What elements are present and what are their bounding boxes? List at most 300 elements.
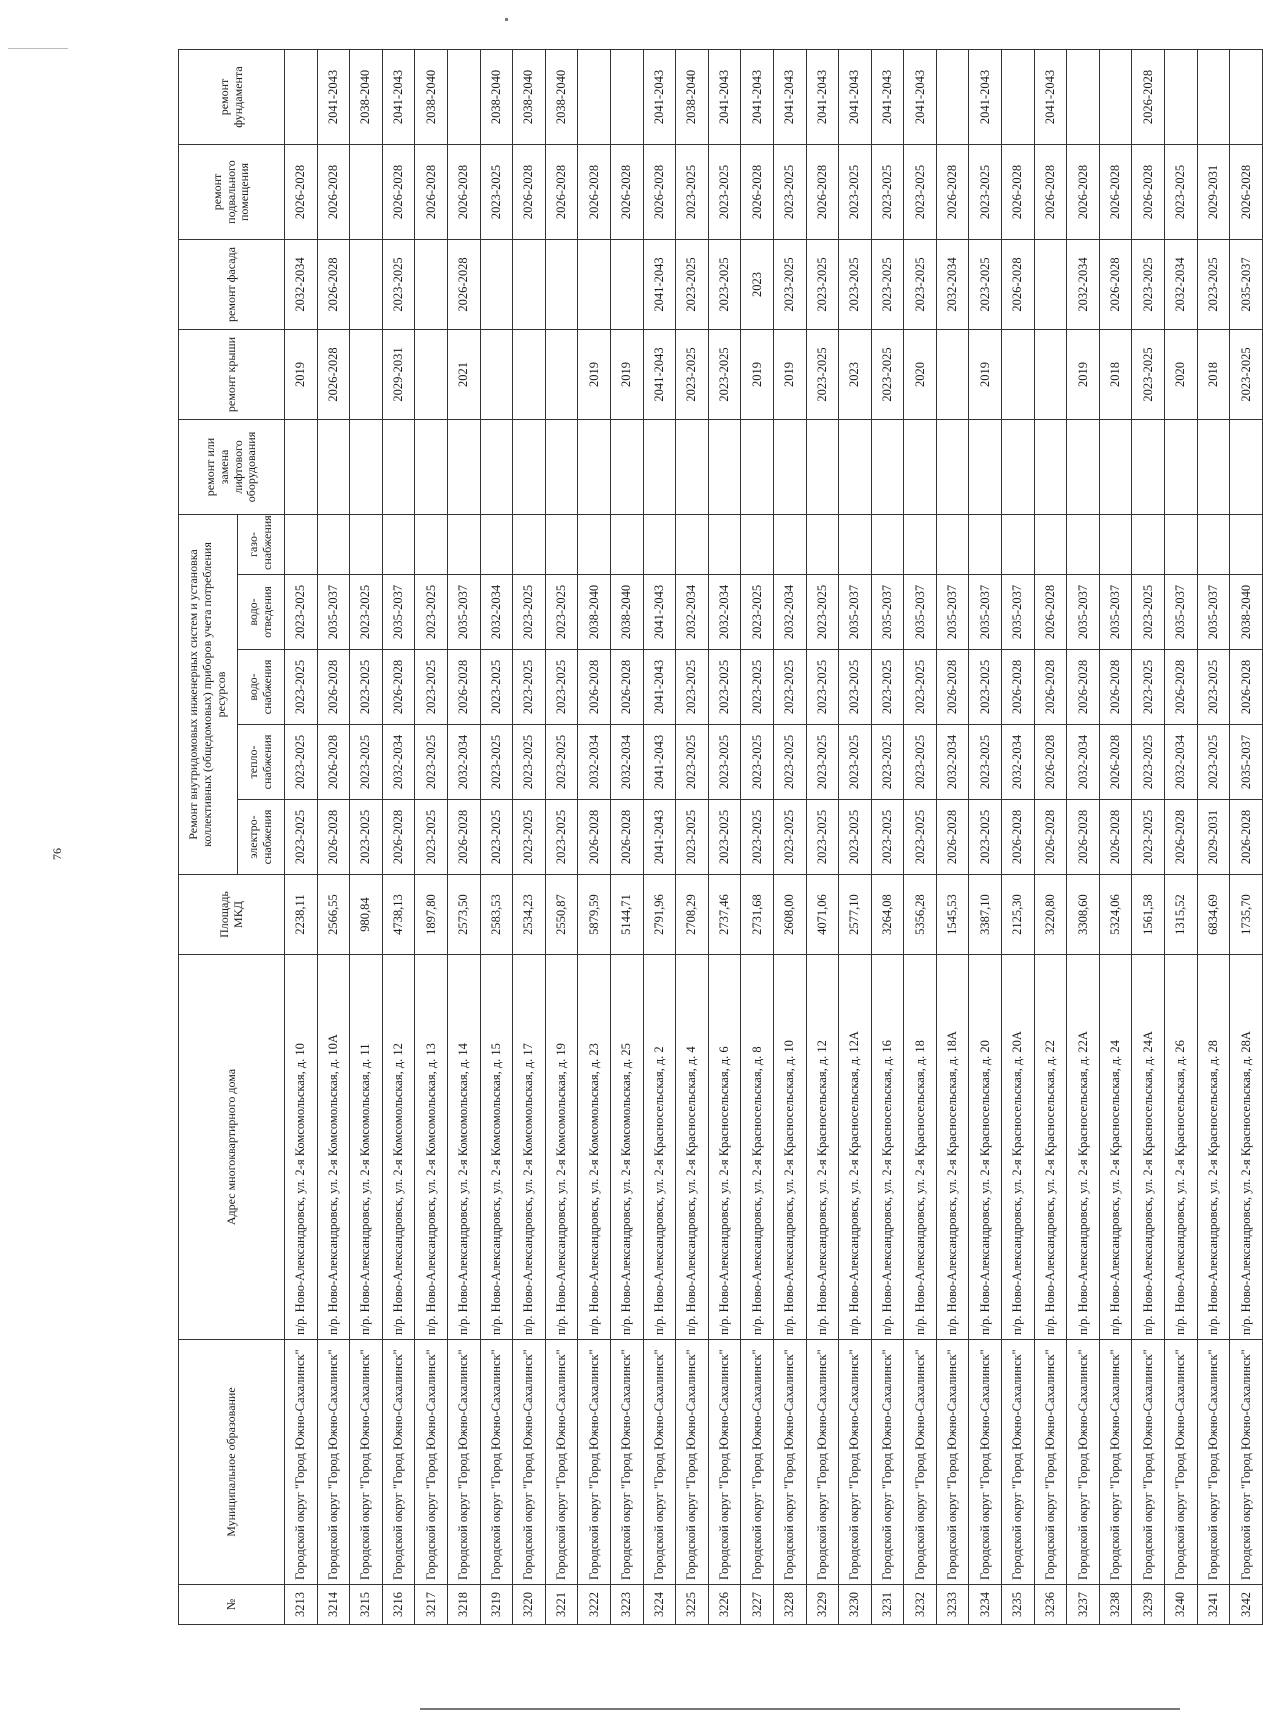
facade-cell: 2026-2028 (1099, 240, 1132, 330)
water-disposal-cell: 2041-2043 (643, 575, 676, 650)
facade-cell: 2023-2025 (708, 240, 741, 330)
facade-cell (1034, 240, 1067, 330)
row-number: 3227 (741, 1585, 774, 1625)
header-elevator: ремонт или замена лифтового оборудования (179, 420, 285, 515)
municipality-cell: Городской округ "Город Южно-Сахалинск" (415, 1340, 448, 1585)
area-cell: 3308,60 (1067, 875, 1100, 955)
water-disposal-cell: 2035-2037 (839, 575, 872, 650)
table-row (415, 50, 448, 1625)
electricity-cell: 2026-2028 (447, 800, 480, 875)
header-basement: ремонт подвального помещения (179, 145, 285, 240)
table-row (904, 50, 937, 1625)
heat-cell: 2023-2025 (969, 725, 1002, 800)
header-foundation: ремонт фундамента (179, 50, 285, 145)
scan-mark-left (8, 48, 68, 49)
area-cell: 2577,10 (839, 875, 872, 955)
row-number: 3233 (936, 1585, 969, 1625)
table-row (1230, 50, 1263, 1625)
heat-cell: 2023-2025 (480, 725, 513, 800)
address-cell: п/р. Ново-Александровск, ул. 2-я Красносельская, д. 22А (1067, 955, 1100, 1340)
foundation-cell: 2038-2040 (415, 50, 448, 145)
table-row (447, 50, 480, 1625)
area-cell: 5356,28 (904, 875, 937, 955)
elevator-cell (545, 420, 578, 515)
electricity-cell: 2029-2031 (1197, 800, 1230, 875)
roof-cell: 2023-2025 (1230, 330, 1263, 420)
address-cell: п/р. Ново-Александровск, ул. 2-я Красносельская, д. 2 (643, 955, 676, 1340)
water-supply-cell: 2026-2028 (578, 650, 611, 725)
foundation-cell: 2038-2040 (480, 50, 513, 145)
electricity-cell: 2026-2028 (1165, 800, 1198, 875)
heat-cell: 2023-2025 (871, 725, 904, 800)
roof-cell: 2023-2025 (1132, 330, 1165, 420)
municipality-cell: Городской округ "Город Южно-Сахалинск" (643, 1340, 676, 1585)
facade-cell: 2026-2028 (1002, 240, 1035, 330)
gas-cell (545, 515, 578, 575)
heat-cell: 2023-2025 (1197, 725, 1230, 800)
water-disposal-cell: 2038-2040 (610, 575, 643, 650)
table-row (1132, 50, 1165, 1625)
address-cell: п/р. Ново-Александровск, ул. 2-я Красносельская, д. 20А (1002, 955, 1035, 1340)
roof-cell: 2019 (969, 330, 1002, 420)
elevator-cell (1067, 420, 1100, 515)
heat-cell: 2023-2025 (676, 725, 709, 800)
row-number: 3218 (447, 1585, 480, 1625)
municipality-cell: Городской округ "Город Южно-Сахалинск" (382, 1340, 415, 1585)
address-cell: п/р. Ново-Александровск, ул. 2-я Красносельская, д. 20 (969, 955, 1002, 1340)
water-supply-cell: 2026-2028 (1165, 650, 1198, 725)
roof-cell: 2020 (1165, 330, 1198, 420)
gas-cell (513, 515, 546, 575)
water-supply-cell: 2026-2028 (1230, 650, 1263, 725)
electricity-cell: 2026-2028 (936, 800, 969, 875)
roof-cell: 2023-2025 (676, 330, 709, 420)
water-supply-cell: 2023-2025 (741, 650, 774, 725)
water-supply-cell: 2023-2025 (806, 650, 839, 725)
water-disposal-cell: 2032-2034 (676, 575, 709, 650)
basement-cell: 2023-2025 (904, 145, 937, 240)
row-number: 3239 (1132, 1585, 1165, 1625)
gas-cell (643, 515, 676, 575)
row-number: 3223 (610, 1585, 643, 1625)
roof-cell (545, 330, 578, 420)
water-disposal-cell: 2023-2025 (545, 575, 578, 650)
water-disposal-cell: 2035-2037 (1197, 575, 1230, 650)
row-number: 3221 (545, 1585, 578, 1625)
table-header (179, 50, 285, 1625)
area-cell: 980,84 (350, 875, 383, 955)
elevator-cell (643, 420, 676, 515)
gas-cell (1165, 515, 1198, 575)
roof-cell: 2020 (904, 330, 937, 420)
facade-cell (415, 240, 448, 330)
heat-cell: 2026-2028 (1034, 725, 1067, 800)
water-disposal-cell: 2026-2028 (1034, 575, 1067, 650)
address-cell: п/р. Ново-Александровск, ул. 2-я Комсомольская, д. 14 (447, 955, 480, 1340)
gas-cell (936, 515, 969, 575)
row-number: 3216 (382, 1585, 415, 1625)
elevator-cell (904, 420, 937, 515)
foundation-cell (610, 50, 643, 145)
facade-cell: 2041-2043 (643, 240, 676, 330)
facade-cell (513, 240, 546, 330)
municipality-cell: Городской округ "Город Южно-Сахалинск" (513, 1340, 546, 1585)
electricity-cell: 2026-2028 (382, 800, 415, 875)
basement-cell: 2029-2031 (1197, 145, 1230, 240)
water-supply-cell: 2023-2025 (904, 650, 937, 725)
address-cell: п/р. Ново-Александровск, ул. 2-я Красносельская, д. 4 (676, 955, 709, 1340)
electricity-cell: 2023-2025 (871, 800, 904, 875)
heat-cell: 2032-2034 (1165, 725, 1198, 800)
address-cell: п/р. Ново-Александровск, ул. 2-я Красносельская, д. 22 (1034, 955, 1067, 1340)
electricity-cell: 2023-2025 (773, 800, 806, 875)
gas-cell (1067, 515, 1100, 575)
table-row (708, 50, 741, 1625)
row-number: 3214 (317, 1585, 350, 1625)
elevator-cell (839, 420, 872, 515)
table-row (1002, 50, 1035, 1625)
facade-cell: 2032-2034 (1165, 240, 1198, 330)
heat-cell: 2023-2025 (806, 725, 839, 800)
facade-cell: 2023-2025 (1132, 240, 1165, 330)
area-cell: 2731,68 (741, 875, 774, 955)
foundation-cell (1165, 50, 1198, 145)
area-cell: 3387,10 (969, 875, 1002, 955)
foundation-cell: 2026-2028 (1132, 50, 1165, 145)
basement-cell: 2026-2028 (1067, 145, 1100, 240)
row-number: 3230 (839, 1585, 872, 1625)
foundation-cell: 2041-2043 (904, 50, 937, 145)
water-disposal-cell: 2038-2040 (1230, 575, 1263, 650)
gas-cell (904, 515, 937, 575)
heat-cell: 2032-2034 (578, 725, 611, 800)
roof-cell: 2019 (1067, 330, 1100, 420)
roof-cell: 2018 (1099, 330, 1132, 420)
water-supply-cell: 2026-2028 (936, 650, 969, 725)
water-supply-cell: 2023-2025 (773, 650, 806, 725)
header-area: Площадь МКД (179, 875, 285, 955)
foundation-cell: 2038-2040 (676, 50, 709, 145)
municipality-cell: Городской округ "Город Южно-Сахалинск" (1099, 1340, 1132, 1585)
gas-cell (578, 515, 611, 575)
address-cell: п/р. Ново-Александровск, ул. 2-я Комсомольская, д. 13 (415, 955, 448, 1340)
table-row (513, 50, 546, 1625)
water-supply-cell: 2023-2025 (285, 650, 318, 725)
municipality-cell: Городской округ "Город Южно-Сахалинск" (708, 1340, 741, 1585)
area-cell: 4738,13 (382, 875, 415, 955)
water-supply-cell: 2026-2028 (317, 650, 350, 725)
basement-cell: 2026-2028 (447, 145, 480, 240)
row-number: 3232 (904, 1585, 937, 1625)
table-row (773, 50, 806, 1625)
address-cell: п/р. Ново-Александровск, ул. 2-я Красносельская, д. 18А (936, 955, 969, 1340)
header-heat: тепло-снабжения (238, 725, 285, 800)
water-disposal-cell: 2032-2034 (708, 575, 741, 650)
address-cell: п/р. Ново-Александровск, ул. 2-я Красносельская, д. 28 (1197, 955, 1230, 1340)
address-cell: п/р. Ново-Александровск, ул. 2-я Красносельская, д. 18 (904, 955, 937, 1340)
electricity-cell: 2023-2025 (708, 800, 741, 875)
water-supply-cell: 2023-2025 (1197, 650, 1230, 725)
row-number: 3225 (676, 1585, 709, 1625)
basement-cell: 2026-2028 (415, 145, 448, 240)
basement-cell: 2026-2028 (285, 145, 318, 240)
gas-cell (676, 515, 709, 575)
water-disposal-cell: 2035-2037 (936, 575, 969, 650)
water-supply-cell: 2026-2028 (1002, 650, 1035, 725)
foundation-cell: 2038-2040 (545, 50, 578, 145)
gas-cell (806, 515, 839, 575)
water-supply-cell: 2023-2025 (1132, 650, 1165, 725)
elevator-cell (1099, 420, 1132, 515)
header-address: Адрес многоквартирного дома (179, 955, 285, 1340)
address-cell: п/р. Ново-Александровск, ул. 2-я Комсомольская, д. 15 (480, 955, 513, 1340)
row-number: 3228 (773, 1585, 806, 1625)
heat-cell: 2032-2034 (1002, 725, 1035, 800)
row-number: 3220 (513, 1585, 546, 1625)
electricity-cell: 2023-2025 (904, 800, 937, 875)
municipality-cell: Городской округ "Город Южно-Сахалинск" (480, 1340, 513, 1585)
electricity-cell: 2026-2028 (1034, 800, 1067, 875)
gas-cell (871, 515, 904, 575)
roof-cell: 2029-2031 (382, 330, 415, 420)
area-cell: 6834,69 (1197, 875, 1230, 955)
table-row (382, 50, 415, 1625)
electricity-cell: 2026-2028 (1230, 800, 1263, 875)
electricity-cell: 2026-2028 (1099, 800, 1132, 875)
roof-cell (1034, 330, 1067, 420)
gas-cell (415, 515, 448, 575)
water-supply-cell: 2026-2028 (382, 650, 415, 725)
area-cell: 4071,06 (806, 875, 839, 955)
municipality-cell: Городской округ "Город Южно-Сахалинск" (676, 1340, 709, 1585)
elevator-cell (676, 420, 709, 515)
area-cell: 2550,87 (545, 875, 578, 955)
table-row (545, 50, 578, 1625)
facade-cell: 2023-2025 (871, 240, 904, 330)
water-supply-cell: 2023-2025 (676, 650, 709, 725)
electricity-cell: 2023-2025 (676, 800, 709, 875)
area-cell: 1315,52 (1165, 875, 1198, 955)
foundation-cell (936, 50, 969, 145)
elevator-cell (1132, 420, 1165, 515)
gas-cell (1002, 515, 1035, 575)
basement-cell: 2023-2025 (676, 145, 709, 240)
water-disposal-cell: 2032-2034 (480, 575, 513, 650)
water-disposal-cell: 2023-2025 (1132, 575, 1165, 650)
foundation-cell (447, 50, 480, 145)
municipality-cell: Городской округ "Город Южно-Сахалинск" (1197, 1340, 1230, 1585)
elevator-cell (317, 420, 350, 515)
row-number: 3229 (806, 1585, 839, 1625)
water-disposal-cell: 2035-2037 (1067, 575, 1100, 650)
roof-cell (350, 330, 383, 420)
basement-cell: 2026-2028 (1099, 145, 1132, 240)
table-row (480, 50, 513, 1625)
water-disposal-cell: 2035-2037 (1165, 575, 1198, 650)
row-number: 3217 (415, 1585, 448, 1625)
table-body (285, 50, 1263, 1625)
elevator-cell (1197, 420, 1230, 515)
basement-cell: 2026-2028 (806, 145, 839, 240)
address-cell: п/р. Ново-Александровск, ул. 2-я Комсомольская, д. 25 (610, 955, 643, 1340)
heat-cell: 2032-2034 (936, 725, 969, 800)
basement-cell: 2026-2028 (578, 145, 611, 240)
header-roof: ремонт крыши (179, 330, 285, 420)
municipality-cell: Городской округ "Город Южно-Сахалинск" (839, 1340, 872, 1585)
facade-cell: 2026-2028 (317, 240, 350, 330)
municipality-cell: Городской округ "Город Южно-Сахалинск" (610, 1340, 643, 1585)
water-disposal-cell: 2023-2025 (415, 575, 448, 650)
basement-cell: 2023-2025 (1165, 145, 1198, 240)
elevator-cell (382, 420, 415, 515)
row-number: 3237 (1067, 1585, 1100, 1625)
municipality-cell: Городской округ "Город Южно-Сахалинск" (806, 1340, 839, 1585)
water-supply-cell: 2023-2025 (871, 650, 904, 725)
municipality-cell: Городской округ "Город Южно-Сахалинск" (1230, 1340, 1263, 1585)
roof-cell (415, 330, 448, 420)
roof-cell (480, 330, 513, 420)
address-cell: п/р. Ново-Александровск, ул. 2-я Комсомольская, д. 23 (578, 955, 611, 1340)
basement-cell: 2026-2028 (1034, 145, 1067, 240)
municipality-cell: Городской округ "Город Южно-Сахалинск" (936, 1340, 969, 1585)
row-number: 3224 (643, 1585, 676, 1625)
municipality-cell: Городской округ "Город Южно-Сахалинск" (969, 1340, 1002, 1585)
gas-cell (610, 515, 643, 575)
municipality-cell: Городской округ "Город Южно-Сахалинск" (871, 1340, 904, 1585)
address-cell: п/р. Ново-Александровск, ул. 2-я Красносельская, д. 26 (1165, 955, 1198, 1340)
electricity-cell: 2023-2025 (839, 800, 872, 875)
water-disposal-cell: 2035-2037 (447, 575, 480, 650)
electricity-cell: 2023-2025 (969, 800, 1002, 875)
basement-cell (350, 145, 383, 240)
water-disposal-cell: 2023-2025 (350, 575, 383, 650)
header-municipality: Муниципальное образование (179, 1340, 285, 1585)
facade-cell (578, 240, 611, 330)
facade-cell: 2032-2034 (285, 240, 318, 330)
electricity-cell: 2023-2025 (1132, 800, 1165, 875)
row-number: 3213 (285, 1585, 318, 1625)
foundation-cell: 2041-2043 (871, 50, 904, 145)
area-cell: 5144,71 (610, 875, 643, 955)
gas-cell (447, 515, 480, 575)
area-cell: 2737,46 (708, 875, 741, 955)
heat-cell: 2032-2034 (1067, 725, 1100, 800)
water-supply-cell: 2023-2025 (350, 650, 383, 725)
elevator-cell (285, 420, 318, 515)
header-gas: газо-снабжения (238, 515, 285, 575)
water-disposal-cell: 2023-2025 (285, 575, 318, 650)
basement-cell: 2023-2025 (871, 145, 904, 240)
basement-cell: 2026-2028 (1132, 145, 1165, 240)
address-cell: п/р. Ново-Александровск, ул. 2-я Красносельская, д. 24 (1099, 955, 1132, 1340)
elevator-cell (513, 420, 546, 515)
area-cell: 2708,29 (676, 875, 709, 955)
elevator-cell (610, 420, 643, 515)
table-row (676, 50, 709, 1625)
electricity-cell: 2026-2028 (578, 800, 611, 875)
row-number: 3242 (1230, 1585, 1263, 1625)
water-disposal-cell: 2023-2025 (513, 575, 546, 650)
header-facade: ремонт фасада (179, 240, 285, 330)
address-cell: п/р. Ново-Александровск, ул. 2-я Красносельская, д. 8 (741, 955, 774, 1340)
heat-cell: 2041-2043 (643, 725, 676, 800)
elevator-cell (741, 420, 774, 515)
row-number: 3241 (1197, 1585, 1230, 1625)
elevator-cell (708, 420, 741, 515)
basement-cell: 2023-2025 (839, 145, 872, 240)
municipality-cell: Городской округ "Город Южно-Сахалинск" (741, 1340, 774, 1585)
heat-cell: 2032-2034 (447, 725, 480, 800)
address-cell: п/р. Ново-Александровск, ул. 2-я Комсомольская, д. 17 (513, 955, 546, 1340)
heat-cell: 2023-2025 (415, 725, 448, 800)
roof-cell: 2023-2025 (871, 330, 904, 420)
heat-cell: 2032-2034 (610, 725, 643, 800)
foundation-cell: 2041-2043 (643, 50, 676, 145)
table-row (643, 50, 676, 1625)
foundation-cell (1230, 50, 1263, 145)
row-number: 3234 (969, 1585, 1002, 1625)
basement-cell: 2026-2028 (936, 145, 969, 240)
basement-cell: 2023-2025 (708, 145, 741, 240)
capital-repair-table (178, 49, 1263, 1625)
facade-cell: 2023-2025 (904, 240, 937, 330)
gas-cell (317, 515, 350, 575)
roof-cell: 2023 (839, 330, 872, 420)
municipality-cell: Городской округ "Город Южно-Сахалинск" (1034, 1340, 1067, 1585)
area-cell: 2534,23 (513, 875, 546, 955)
facade-cell: 2026-2028 (447, 240, 480, 330)
gas-cell (382, 515, 415, 575)
elevator-cell (936, 420, 969, 515)
electricity-cell: 2026-2028 (1002, 800, 1035, 875)
municipality-cell: Городской округ "Город Южно-Сахалинск" (317, 1340, 350, 1585)
municipality-cell: Городской округ "Город Южно-Сахалинск" (773, 1340, 806, 1585)
area-cell: 3264,08 (871, 875, 904, 955)
row-number: 3222 (578, 1585, 611, 1625)
electricity-cell: 2026-2028 (610, 800, 643, 875)
water-disposal-cell: 2035-2037 (317, 575, 350, 650)
roof-cell: 2018 (1197, 330, 1230, 420)
electricity-cell: 2023-2025 (545, 800, 578, 875)
table-row (1165, 50, 1198, 1625)
table-row (578, 50, 611, 1625)
water-disposal-cell: 2032-2034 (773, 575, 806, 650)
facade-cell: 2023-2025 (773, 240, 806, 330)
municipality-cell: Городской округ "Город Южно-Сахалинск" (545, 1340, 578, 1585)
gas-cell (708, 515, 741, 575)
gas-cell (741, 515, 774, 575)
heat-cell: 2023-2025 (1132, 725, 1165, 800)
table-row (1067, 50, 1100, 1625)
municipality-cell: Городской округ "Город Южно-Сахалинск" (578, 1340, 611, 1585)
heat-cell: 2023-2025 (741, 725, 774, 800)
address-cell: п/р. Ново-Александровск, ул. 2-я Комсомольская, д. 12 (382, 955, 415, 1340)
elevator-cell (1034, 420, 1067, 515)
water-supply-cell: 2023-2025 (480, 650, 513, 725)
gas-cell (1132, 515, 1165, 575)
foundation-cell: 2041-2043 (1034, 50, 1067, 145)
facade-cell (610, 240, 643, 330)
foundation-cell (1197, 50, 1230, 145)
facade-cell: 2032-2034 (1067, 240, 1100, 330)
gas-cell (1099, 515, 1132, 575)
scan-mark-top (505, 18, 508, 21)
area-cell: 2608,00 (773, 875, 806, 955)
basement-cell: 2023-2025 (480, 145, 513, 240)
table-row (1197, 50, 1230, 1625)
water-disposal-cell: 2035-2037 (1099, 575, 1132, 650)
water-disposal-cell: 2023-2025 (741, 575, 774, 650)
